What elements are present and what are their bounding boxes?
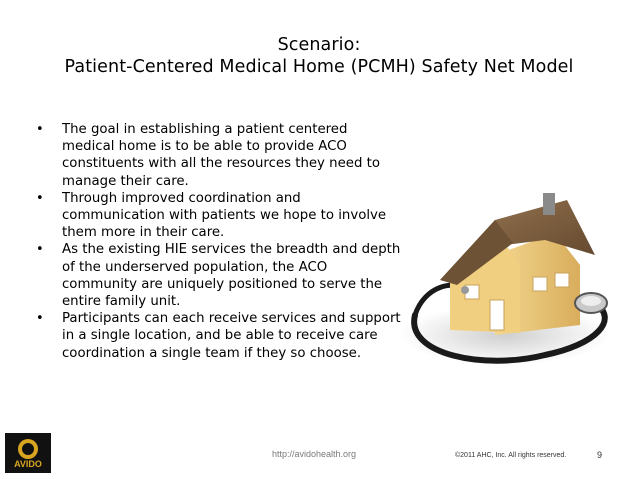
avido-logo: [5, 433, 51, 473]
bullet-text: As the existing HIE services the breadth and depth of the underserved population, the ACO community are uniquely positioned to serve the entire family unit.: [62, 242, 401, 310]
bullet-list: [32, 121, 402, 362]
bullet-dot: •: [36, 242, 44, 258]
footer-copyright: ©2011 AHC, Inc. All rights reserved.: [455, 452, 567, 459]
bullet-dot: •: [36, 190, 44, 206]
house-stethoscope-image: [395, 185, 623, 385]
bullet-item: [32, 190, 402, 242]
bullet-item: [32, 310, 402, 362]
title-line-1: Scenario:: [277, 35, 361, 55]
slide-title: [0, 34, 638, 78]
bullet-item: [32, 241, 402, 310]
bullet-item: [32, 121, 402, 190]
footer-url[interactable]: http://avidohealth.org: [272, 449, 357, 459]
bullet-dot: •: [36, 122, 44, 137]
page-number: 9: [597, 450, 603, 460]
bullet-text: Participants can each receive services and support in a single location, and be able to receive care coordination a single team if they so choose.: [62, 311, 401, 361]
logo-text: AVIDO: [14, 459, 42, 469]
title-line-2: Patient-Centered Medical Home (PCMH) Safety Net Model: [64, 57, 574, 77]
bullet-text: The goal in establishing a patient centered medical home is to be able to provide ACO constituents with all the resources they need to manage their care.: [62, 122, 380, 189]
bullet-dot: •: [36, 311, 44, 327]
bullet-text: Through improved coordination and communication with patients we hope to involve them more in their care.: [62, 190, 387, 241]
